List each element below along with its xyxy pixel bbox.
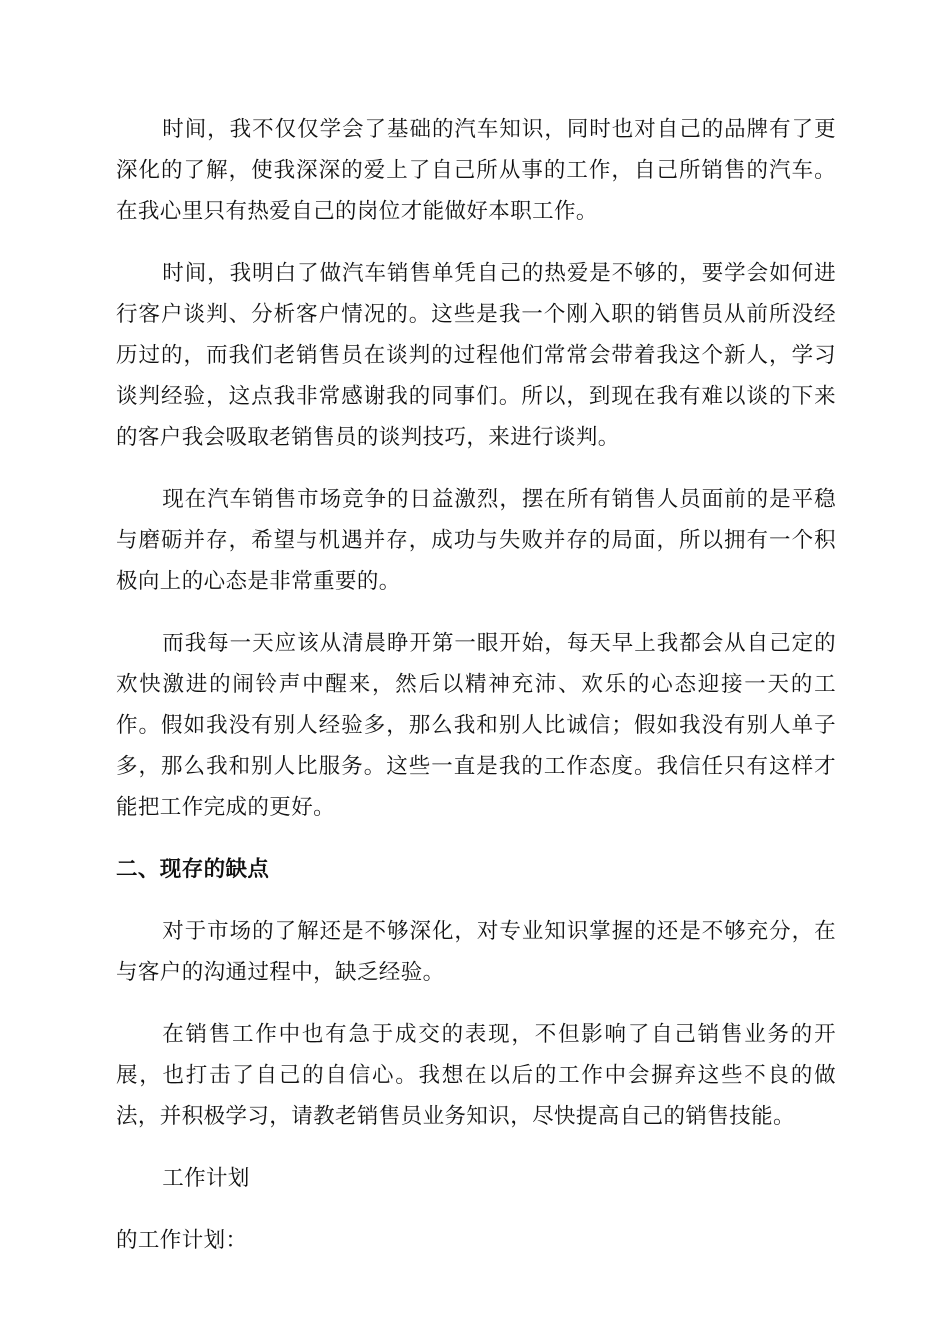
section-paragraph-2: 在销售工作中也有急于成交的表现，不但影响了自己销售业务的开展，也打击了自己的自信心。我想在以后的工作中会摒弃这些不良的做法，并积极学习，请教老销售员业务知识，尽快提高自己的销售技能。 bbox=[116, 1022, 836, 1129]
closing-line: 的工作计划： bbox=[116, 1228, 248, 1253]
document-body bbox=[116, 109, 836, 1282]
paragraph-3: 现在汽车销售市场竞争的日益激烈，摆在所有销售人员面前的是平稳与磨砺并存，希望与机遇并存，成功与失败并存的局面，所以拥有一个积极向上的心态是非常重要的。 bbox=[116, 487, 836, 594]
section-paragraph-1: 对于市场的了解还是不够深化，对专业知识掌握的还是不够充分，在与客户的沟通过程中，缺乏经验。 bbox=[116, 919, 836, 985]
paragraph-4: 而我每一天应该从清晨睁开第一眼开始，每天早上我都会从自己定的欢快激进的闹铃声中醒来，然后以精神充沛、欢乐的心态迎接一天的工作。假如我没有别人经验多，那么我和别人比诚信；假如我没有别人单子多，那么我和别人比服务。这些一直是我的工作态度。我信任只有这样才能把工作完成的更好。 bbox=[116, 631, 836, 820]
section-heading: 二、现存的缺点 bbox=[116, 857, 270, 882]
section-paragraph-3: 工作计划 bbox=[162, 1166, 250, 1191]
paragraph-2: 时间，我明白了做汽车销售单凭自己的热爱是不够的，要学会如何进行客户谈判、分析客户情况的。这些是我一个刚入职的销售员从前所没经历过的，而我们老销售员在谈判的过程他们常常会带着我这个新人，学习谈判经验，这点我非常感谢我的同事们。所以，到现在我有难以谈的下来的客户我会吸取老销售员的谈判技巧，来进行谈判。 bbox=[116, 261, 836, 450]
paragraph-1: 时间，我不仅仅学会了基础的汽车知识，同时也对自己的品牌有了更深化的了解，使我深深的爱上了自己所从事的工作，自己所销售的汽车。在我心里只有热爱自己的岗位才能做好本职工作。 bbox=[116, 117, 836, 224]
